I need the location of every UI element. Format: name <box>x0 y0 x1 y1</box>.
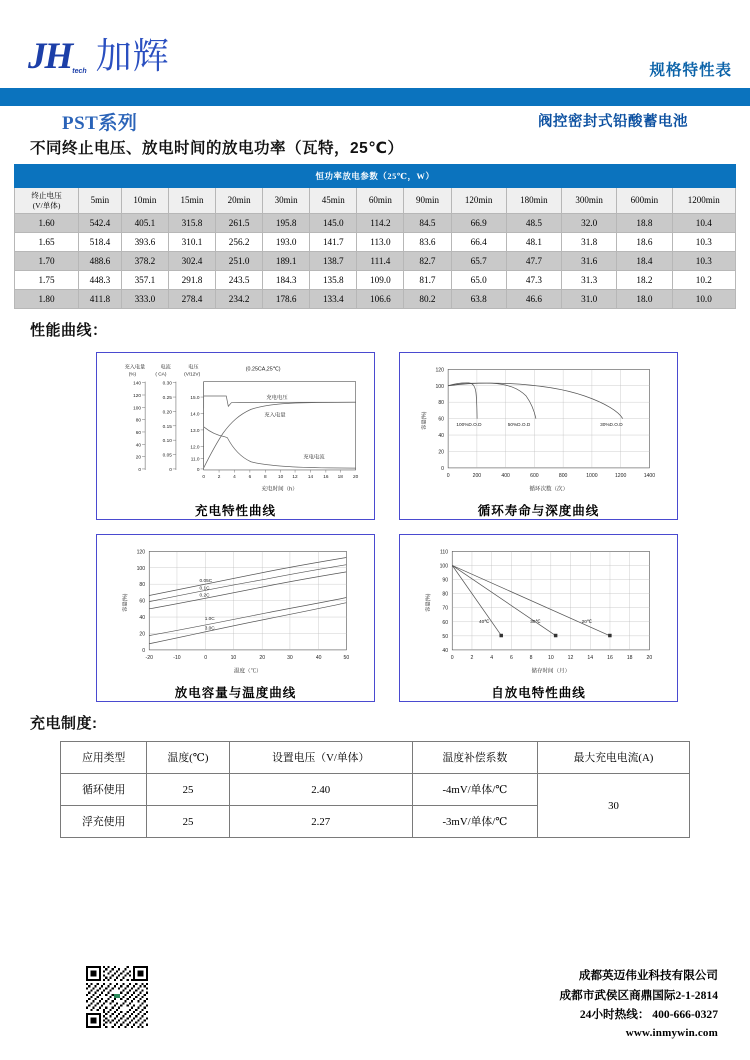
charge-table-body <box>61 774 690 838</box>
c2-label-50dod: 50%D.O.D <box>507 422 531 428</box>
svg-text:120: 120 <box>136 549 146 556</box>
power-table-body <box>15 214 736 309</box>
cell-power-30min: 193.0 <box>263 233 310 252</box>
end-voltage-line2: (V/单体) <box>32 200 61 210</box>
constant-power-discharge-table <box>14 164 736 309</box>
svg-text:14: 14 <box>307 475 314 481</box>
svg-text:1200: 1200 <box>614 473 627 480</box>
svg-text:80: 80 <box>442 591 449 598</box>
c1-condition: (0.25CA,25℃) <box>245 366 281 373</box>
cell-power-10min: 378.2 <box>121 252 168 271</box>
svg-text:40: 40 <box>315 655 322 662</box>
charge-cell-coef: -3mV/单体/℃ <box>412 806 537 838</box>
column-header-5min: 5min <box>79 188 122 214</box>
cell-power-5min: 542.4 <box>79 214 122 233</box>
cell-power-600min: 18.8 <box>617 214 672 233</box>
svg-text:800: 800 <box>558 473 568 480</box>
charge-column-header: 应用类型 <box>61 742 147 774</box>
cell-power-90min: 81.7 <box>404 271 451 290</box>
svg-text:0: 0 <box>142 647 146 654</box>
svg-text:20: 20 <box>353 475 359 481</box>
power-table-container <box>0 164 750 309</box>
cell-power-30min: 178.6 <box>263 290 310 309</box>
cell-power-300min: 31.0 <box>562 290 617 309</box>
svg-text:20: 20 <box>438 449 445 456</box>
svg-text:60: 60 <box>438 416 445 423</box>
cell-power-120min: 65.0 <box>451 271 506 290</box>
c4-x-ticks <box>451 655 653 661</box>
svg-text:8: 8 <box>529 655 533 662</box>
c3-ylabel: 容量(%) <box>122 593 129 612</box>
cell-power-60min: 114.2 <box>357 214 404 233</box>
svg-text:0.30: 0.30 <box>162 381 172 387</box>
charge-cell-coef: -4mV/单体/℃ <box>412 774 537 806</box>
svg-text:40: 40 <box>139 615 146 622</box>
svg-text:40: 40 <box>438 433 445 440</box>
table-row <box>15 252 736 271</box>
chart-caption-4: 自放电特性曲线 <box>491 685 586 700</box>
c1-label-voltage: 充电电压 <box>266 395 288 402</box>
svg-text:70: 70 <box>442 605 449 612</box>
svg-text:0: 0 <box>446 473 450 480</box>
cell-power-45min: 135.8 <box>310 271 357 290</box>
svg-text:0: 0 <box>138 467 142 473</box>
column-header-15min: 15min <box>168 188 215 214</box>
svg-text:11.0: 11.0 <box>190 457 200 463</box>
cell-power-90min: 84.5 <box>404 214 451 233</box>
cell-power-20min: 251.0 <box>216 252 263 271</box>
cell-power-180min: 48.1 <box>506 233 561 252</box>
cell-power-90min: 83.6 <box>404 233 451 252</box>
svg-text:16: 16 <box>607 655 613 662</box>
svg-text:4: 4 <box>233 475 236 481</box>
c1-y3-name: 电压 <box>188 364 199 371</box>
c1-label-capacity: 充入电量 <box>264 412 286 419</box>
c1-xlabel: 充电时间（h） <box>261 486 298 493</box>
chart-caption-1: 充电特性曲线 <box>194 503 276 518</box>
column-header-180min: 180min <box>506 188 561 214</box>
cell-power-15min: 302.4 <box>168 252 215 271</box>
svg-text:10: 10 <box>547 655 554 662</box>
c4-label-40c: 40℃ <box>478 620 490 626</box>
cell-power-1200min: 10.3 <box>672 252 735 271</box>
c4-label-30c: 30℃ <box>530 620 541 626</box>
cell-power-30min: 184.3 <box>263 271 310 290</box>
svg-text:0.15: 0.15 <box>162 424 172 430</box>
svg-text:60: 60 <box>442 619 449 626</box>
charge-section-title: 充电制度: <box>30 715 98 732</box>
svg-text:80: 80 <box>139 582 146 589</box>
svg-text:60: 60 <box>139 598 146 605</box>
svg-text:4: 4 <box>490 655 494 662</box>
chart-body-capacity-temperature <box>102 539 369 683</box>
svg-text:30: 30 <box>287 655 293 662</box>
c4-curve-40c <box>452 565 501 635</box>
c1-y2-unit: ( CA) <box>155 372 167 378</box>
c3-label-01c: 0.1C <box>199 586 210 592</box>
c2-xlabel: 循环次数（次） <box>529 486 569 493</box>
column-header-end-voltage <box>15 188 79 214</box>
svg-text:0.25: 0.25 <box>162 396 172 402</box>
series-title-row <box>0 108 750 134</box>
company-name: 成都英迈伟业科技有限公司 <box>578 969 718 983</box>
c3-y-ticks <box>137 549 146 654</box>
battery-type-label: 阀控密封式铅酸蓄电池 <box>538 114 688 130</box>
c1-y1-unit: (%) <box>128 372 137 378</box>
c3-label-02c: 0.2C <box>199 593 210 599</box>
cell-power-10min: 357.1 <box>121 271 168 290</box>
charge-table-container <box>0 741 750 838</box>
charge-cell-voltage: 2.27 <box>229 806 412 838</box>
c4-xlabel: 储存时间（月） <box>531 668 571 675</box>
svg-text:18: 18 <box>626 655 633 662</box>
end-voltage-line1: 终止电压 <box>31 191 62 201</box>
svg-text:12: 12 <box>292 475 298 481</box>
logo-abbr-text: JH <box>28 36 72 77</box>
charge-column-header: 温度(℃) <box>147 742 229 774</box>
cell-end-voltage: 1.80 <box>15 290 79 309</box>
cell-power-1200min: 10.0 <box>672 290 735 309</box>
svg-text:80: 80 <box>438 400 445 407</box>
table-row <box>15 233 736 252</box>
chart-body-cycle-life <box>405 357 672 501</box>
cell-power-180min: 47.7 <box>506 252 561 271</box>
svg-text:100: 100 <box>133 406 142 412</box>
chart-card-self-discharge <box>399 534 678 702</box>
power-section-title: 不同终止电压、放电时间的放电功率（瓦特，25℃） <box>30 140 404 157</box>
c3-label-005c: 0.05C <box>199 579 213 585</box>
svg-text:100: 100 <box>136 565 146 572</box>
c3-curve-01c <box>149 565 346 602</box>
svg-text:13.0: 13.0 <box>190 428 200 434</box>
charge-cell-max-current: 30 <box>538 774 690 838</box>
cell-power-60min: 109.0 <box>357 271 404 290</box>
cell-end-voltage: 1.60 <box>15 214 79 233</box>
cell-power-20min: 256.2 <box>216 233 263 252</box>
company-website[interactable]: www.inmywin.com <box>625 1026 718 1039</box>
c3-label-10c: 1.0C <box>204 617 215 623</box>
svg-text:0: 0 <box>441 465 445 472</box>
company-hotline: 24小时热线： 400-666-0327 <box>579 1007 718 1021</box>
svg-text:-20: -20 <box>145 655 153 662</box>
c2-x-ticks <box>447 473 656 479</box>
charge-cell-temp: 25 <box>147 774 229 806</box>
column-header-600min: 600min <box>617 188 672 214</box>
svg-text:0: 0 <box>204 655 208 662</box>
chart-caption-2: 循环寿命与深度曲线 <box>477 503 600 518</box>
chart-card-cycle-life <box>399 352 678 520</box>
table-column-header-row <box>15 188 736 214</box>
cell-power-10min: 405.1 <box>121 214 168 233</box>
svg-text:0: 0 <box>202 475 205 481</box>
cell-power-10min: 393.6 <box>121 233 168 252</box>
c1-x-tick-marks <box>219 470 340 473</box>
charge-cell-type: 循环使用 <box>61 774 147 806</box>
svg-text:2: 2 <box>470 655 474 662</box>
cell-power-45min: 138.7 <box>310 252 357 271</box>
c1-y2-name: 电流 <box>160 364 171 371</box>
cell-power-5min: 488.6 <box>79 252 122 271</box>
charge-column-header: 温度补偿系数 <box>412 742 537 774</box>
c3-gridlines <box>149 551 346 650</box>
svg-text:100: 100 <box>435 383 445 390</box>
column-header-90min: 90min <box>404 188 451 214</box>
charge-header-row <box>61 742 690 774</box>
chart-svg-cycle-life <box>405 357 672 501</box>
chart-card-capacity-temperature <box>96 534 375 702</box>
svg-text:140: 140 <box>133 381 142 387</box>
brand-divider-band <box>0 88 750 106</box>
svg-text:18: 18 <box>337 475 343 481</box>
c2-ylabel: 容量(%) <box>421 411 428 430</box>
column-header-120min: 120min <box>451 188 506 214</box>
cell-power-5min: 518.4 <box>79 233 122 252</box>
chart-body-charge-characteristic <box>102 357 369 501</box>
svg-text:16: 16 <box>323 475 329 481</box>
cell-power-5min: 411.8 <box>79 290 122 309</box>
svg-text:40: 40 <box>135 443 142 449</box>
cell-power-15min: 291.8 <box>168 271 215 290</box>
c1-curve-current <box>204 427 356 468</box>
column-header-10min: 10min <box>121 188 168 214</box>
column-header-45min: 45min <box>310 188 357 214</box>
c2-y-ticks <box>435 367 444 472</box>
svg-text:0.05: 0.05 <box>162 453 172 459</box>
svg-text:120: 120 <box>435 367 445 374</box>
cell-power-90min: 82.7 <box>404 252 451 271</box>
svg-text:20: 20 <box>139 631 146 638</box>
c1-y3-unit: (V/12V) <box>184 372 201 378</box>
table-row <box>15 290 736 309</box>
charge-column-header: 设置电压（V/单体） <box>229 742 412 774</box>
svg-text:60: 60 <box>135 431 142 437</box>
c4-endpoint-markers <box>499 634 611 637</box>
svg-text:12.0: 12.0 <box>190 445 200 451</box>
cell-power-90min: 80.2 <box>404 290 451 309</box>
svg-text:90: 90 <box>442 577 449 584</box>
cell-power-1200min: 10.2 <box>672 271 735 290</box>
svg-text:50: 50 <box>343 655 350 662</box>
svg-text:6: 6 <box>509 655 513 662</box>
charging-regime-table <box>60 741 690 838</box>
chart-svg-capacity-temperature <box>102 539 369 683</box>
svg-text:110: 110 <box>439 549 449 556</box>
company-logo <box>28 28 170 79</box>
c3-xlabel: 温度（℃） <box>233 668 262 675</box>
c1-y2-ticks <box>163 381 173 473</box>
svg-text:0: 0 <box>196 467 200 473</box>
chart-svg-charge-characteristic <box>102 357 369 501</box>
c4-y-ticks <box>440 549 449 654</box>
cell-power-60min: 111.4 <box>357 252 404 271</box>
svg-text:80: 80 <box>135 418 142 424</box>
curves-section-title: 性能曲线： <box>30 322 108 339</box>
c2-curve-30dod <box>448 383 623 418</box>
cell-power-20min: 234.2 <box>216 290 263 309</box>
svg-text:20: 20 <box>646 655 653 662</box>
column-header-30min: 30min <box>263 188 310 214</box>
svg-text:1000: 1000 <box>586 473 598 480</box>
cell-power-45min: 145.0 <box>310 214 357 233</box>
cell-power-15min: 310.1 <box>168 233 215 252</box>
c1-y1-name: 充入电量 <box>124 364 146 371</box>
c3-x-ticks <box>146 655 350 661</box>
svg-text:15.0: 15.0 <box>190 396 200 402</box>
c3-label-30c: 3.0C <box>204 626 215 632</box>
c2-curve-50dod <box>448 383 536 419</box>
cell-power-5min: 448.3 <box>79 271 122 290</box>
c1-x-ticks <box>202 474 358 480</box>
qr-code-icon <box>86 966 148 1028</box>
cell-power-600min: 18.4 <box>617 252 672 271</box>
cell-power-120min: 66.9 <box>451 214 506 233</box>
c1-y3-ticks <box>190 395 200 473</box>
svg-text:14.0: 14.0 <box>190 412 200 418</box>
cell-power-20min: 243.5 <box>216 271 263 290</box>
performance-charts-grid <box>0 348 750 702</box>
cell-power-1200min: 10.4 <box>672 214 735 233</box>
table-band-row <box>15 165 736 188</box>
table-band-title: 恒功率放电参数（25℃，W） <box>15 165 736 188</box>
c2-curve-100dod <box>448 383 477 419</box>
svg-text:50: 50 <box>442 633 449 640</box>
svg-text:100: 100 <box>439 563 449 570</box>
charge-cell-temp: 25 <box>147 806 229 838</box>
c3-curve-30c <box>149 603 346 644</box>
charge-table-row <box>61 774 690 806</box>
svg-text:40: 40 <box>442 647 449 654</box>
document-title: 规格特性表 <box>649 62 732 79</box>
svg-text:12: 12 <box>567 655 574 662</box>
c4-gridlines <box>452 551 649 650</box>
cell-power-180min: 48.5 <box>506 214 561 233</box>
chart-svg-self-discharge <box>405 539 672 683</box>
c2-label-100dod: 100%D.O.D <box>456 422 482 428</box>
cell-power-60min: 106.6 <box>357 290 404 309</box>
c2-label-30dod: 30%D.O.D <box>600 422 623 428</box>
cell-power-30min: 195.8 <box>263 214 310 233</box>
cell-end-voltage: 1.65 <box>15 233 79 252</box>
c4-curve-30c <box>452 565 556 635</box>
column-header-60min: 60min <box>357 188 404 214</box>
table-row <box>15 214 736 233</box>
cell-power-600min: 18.2 <box>617 271 672 290</box>
cell-power-600min: 18.6 <box>617 233 672 252</box>
cell-power-1200min: 10.3 <box>672 233 735 252</box>
charge-cell-voltage: 2.40 <box>229 774 412 806</box>
svg-text:120: 120 <box>133 394 142 400</box>
cell-power-120min: 65.7 <box>451 252 506 271</box>
svg-text:14: 14 <box>587 655 594 662</box>
column-header-20min: 20min <box>216 188 263 214</box>
cell-power-45min: 133.4 <box>310 290 357 309</box>
table-row <box>15 271 736 290</box>
cell-power-120min: 63.8 <box>451 290 506 309</box>
column-header-1200min: 1200min <box>672 188 735 214</box>
cell-power-120min: 66.4 <box>451 233 506 252</box>
charge-cell-type: 浮充使用 <box>61 806 147 838</box>
svg-text:10: 10 <box>278 475 284 481</box>
page-footer <box>0 966 750 1042</box>
svg-text:1400: 1400 <box>643 473 656 480</box>
charge-column-header: 最大充电电流(A) <box>538 742 690 774</box>
chart-caption-3: 放电容量与温度曲线 <box>174 685 297 700</box>
series-name: PST系列 <box>62 113 138 134</box>
cell-power-30min: 189.1 <box>263 252 310 271</box>
svg-text:0.10: 0.10 <box>162 439 172 445</box>
cell-end-voltage: 1.75 <box>15 271 79 290</box>
cell-power-300min: 31.8 <box>562 233 617 252</box>
c1-label-current: 充电电流 <box>303 454 325 461</box>
svg-text:400: 400 <box>501 473 510 480</box>
page-header <box>0 0 750 88</box>
svg-text:20: 20 <box>259 655 266 662</box>
cell-power-45min: 141.7 <box>310 233 357 252</box>
cell-power-600min: 18.0 <box>617 290 672 309</box>
cell-power-20min: 261.5 <box>216 214 263 233</box>
svg-text:200: 200 <box>472 473 482 480</box>
cell-power-300min: 31.3 <box>562 271 617 290</box>
cell-end-voltage: 1.70 <box>15 252 79 271</box>
column-header-300min: 300min <box>562 188 617 214</box>
cell-power-300min: 32.0 <box>562 214 617 233</box>
company-contact-block <box>560 966 730 1042</box>
svg-text:6: 6 <box>248 475 252 481</box>
svg-text:8: 8 <box>263 475 267 481</box>
logo-sub-text: tech <box>72 68 87 75</box>
cell-power-180min: 47.3 <box>506 271 561 290</box>
chart-body-self-discharge <box>405 539 672 683</box>
svg-text:0: 0 <box>169 467 172 473</box>
c4-ylabel: 容量(%) <box>425 593 432 612</box>
svg-text:0: 0 <box>450 655 454 662</box>
svg-text:20: 20 <box>135 455 142 461</box>
svg-text:-10: -10 <box>173 655 181 662</box>
c4-label-20c: 20℃ <box>581 620 593 626</box>
cell-power-60min: 113.0 <box>357 233 404 252</box>
cell-power-10min: 333.0 <box>121 290 168 309</box>
cell-power-300min: 31.6 <box>562 252 617 271</box>
company-address: 成都市武侯区商鼎国际2-1-2814 <box>559 988 718 1002</box>
svg-text:0.20: 0.20 <box>162 410 172 416</box>
chart-card-charge-characteristic <box>96 352 375 520</box>
svg-text:2: 2 <box>217 475 221 481</box>
cell-power-15min: 315.8 <box>168 214 215 233</box>
logo-chinese-text: 加辉 <box>95 36 170 76</box>
svg-text:10: 10 <box>230 655 237 662</box>
cell-power-15min: 278.4 <box>168 290 215 309</box>
svg-text:600: 600 <box>530 473 539 480</box>
cell-power-180min: 46.6 <box>506 290 561 309</box>
c1-y1-ticks <box>133 381 141 473</box>
c2-gridlines <box>448 369 649 468</box>
